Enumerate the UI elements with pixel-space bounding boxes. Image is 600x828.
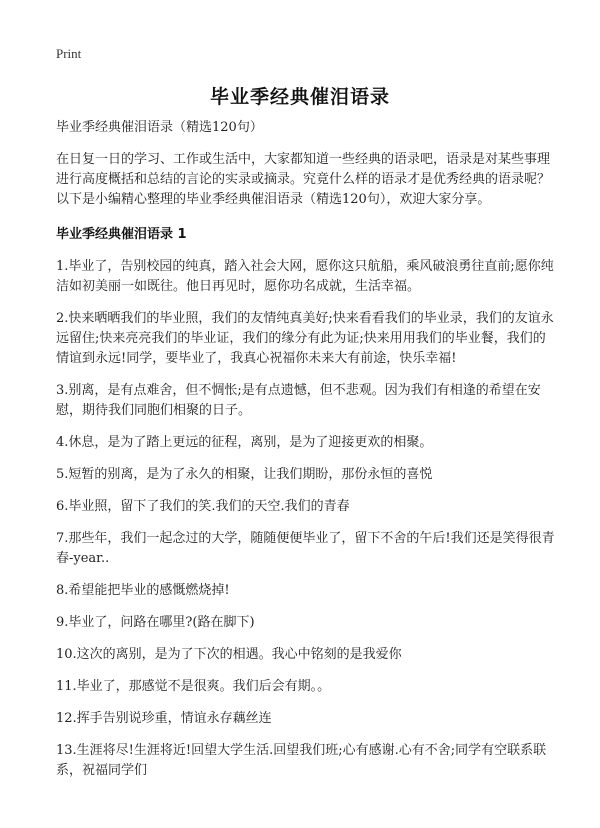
quote-item-9: 9.毕业了，问路在哪里?(路在脚下) (56, 615, 255, 630)
quote-item-7: 7.那些年，我们一起念过的大学，随随便便毕业了，留下不舍的午后!我们还是笑得很青春-year.. (56, 531, 555, 566)
article-subtitle: 毕业季经典催泪语录（精选120句） (56, 120, 263, 135)
intro-paragraph: 在日复一日的学习、工作或生活中，大家都知道一些经典的语录吧，语录是对某些事理进行高度概括和总结的言论的实录或摘录。究竟什么样的语录才是优秀经典的语录呢？以下是小编精心整理的毕业季经典催泪语录（精选120句），欢迎大家分享。 (56, 152, 551, 207)
quote-item-8: 8.希望能把毕业的感慨燃烧掉! (56, 583, 230, 598)
quote-item-5: 5.短暂的别离，是为了永久的相聚，让我们期盼，那份永恒的喜悦 (56, 467, 433, 482)
section-heading: 毕业季经典催泪语录 1 (56, 227, 187, 242)
quote-item-12: 12.挥手告别说珍重，情谊永存藕丝连 (56, 711, 272, 726)
article-body (56, 118, 556, 793)
page-title: 毕业季经典催泪语录 (209, 86, 390, 108)
quote-item-1: 1.毕业了，告别校园的纯真，踏入社会大网，愿你这只航船，乘风破浪勇往直前;愿你纯洁如初美丽一如既往。他日再见时，愿你功名成就，生活幸福。 (56, 259, 554, 294)
quote-item-13: 13.生涯将尽!生涯将近!回望大学生活.回望我们班;心有感谢.心有不舍;同学有空联系联系，祝福同学们 (56, 743, 547, 778)
print-link[interactable]: Print (56, 46, 82, 61)
quote-item-11: 11.毕业了，那感觉不是很爽。我们后会有期。。 (56, 679, 331, 694)
quote-item-6: 6.毕业照，留下了我们的笑.我们的天空.我们的青春 (56, 499, 350, 514)
quote-item-2: 2.快来晒晒我们的毕业照，我们的友情纯真美好;快来看看我们的毕业录，我们的友谊永远留住;快来亮亮我们的毕业证，我们的缘分有此为证;快来用用我们的毕业餐，我们的情谊到永远!同学，要毕业了，我真心祝福你未来大有前途，快乐幸福! (56, 311, 554, 366)
quote-item-10: 10.这次的离别，是为了下次的相遇。我心中铭刻的是我爱你 (56, 647, 402, 662)
quote-item-3: 3.别离，是有点难舍，但不惆怅;是有点遗憾，但不悲观。因为我们有相逢的希望在安慰，期待我们同胞们相聚的日子。 (56, 383, 541, 418)
quote-item-4: 4.休息，是为了踏上更远的征程，离别，是为了迎接更欢的相聚。 (56, 435, 433, 450)
